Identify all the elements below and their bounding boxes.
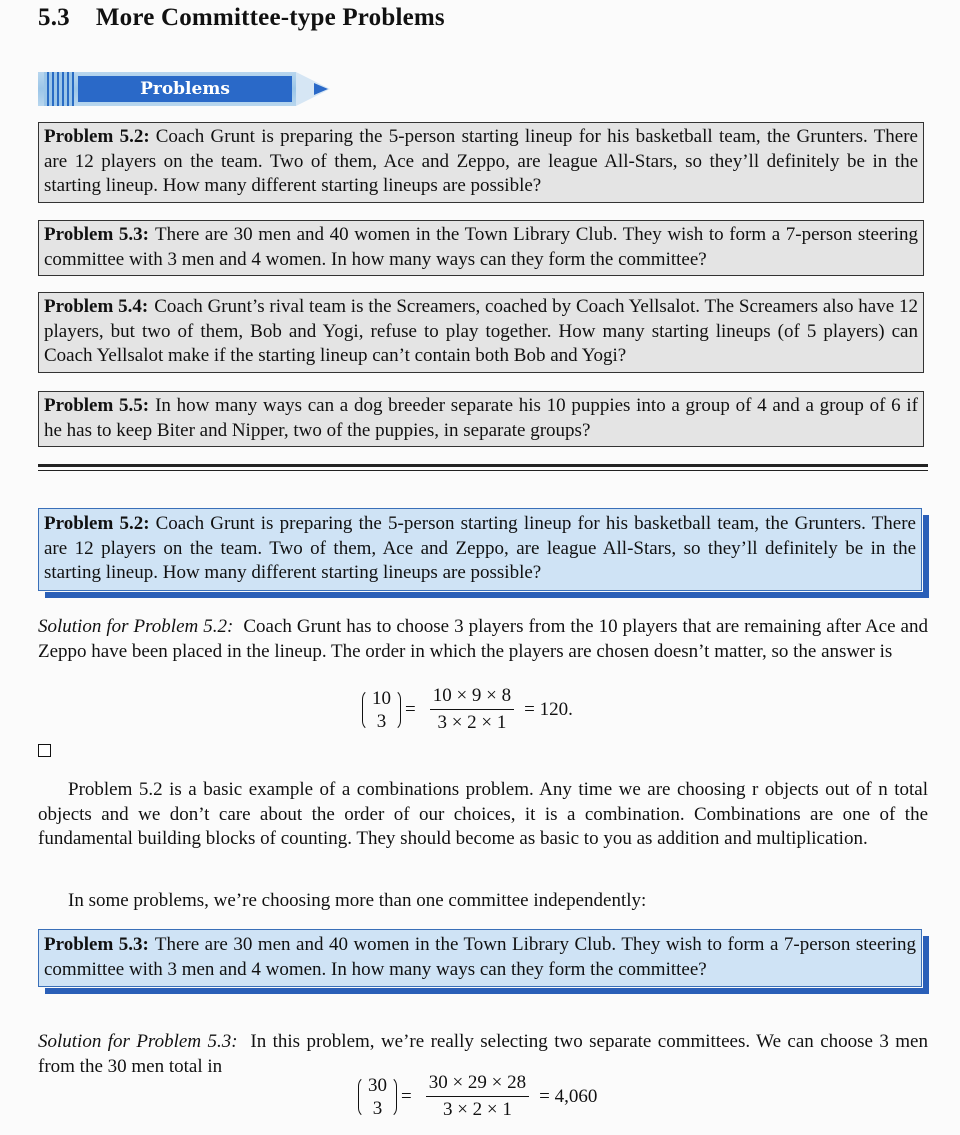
problem-text: There are 30 men and 40 women in the Town Library Club. They wish to form a 7-person steering committee with 3 men and 4 women. In how many ways can they form the committee?: [44, 934, 916, 980]
problem-box-5-3: [38, 220, 924, 276]
fraction-numerator: 10 × 9 × 8: [430, 685, 514, 710]
paragraph-independent: In some problems, we’re choosing more than one committee independently:: [68, 890, 647, 911]
problems-banner: [38, 72, 330, 106]
binomial: [362, 687, 401, 733]
problem-text: Coach Grunt is preparing the 5-person starting lineup for his basketball team, the Grunters. There are 12 players on the team. Two of them, Ace and Zeppo, are league All-Stars, so they’ll definitely be in the starting lineup. How many different starting lineups are possible?: [44, 513, 916, 583]
problem-box-5-4: [38, 292, 924, 373]
equals-sign: =: [401, 1085, 412, 1107]
problem-text: Coach Grunt is preparing the 5-person starting lineup for his basketball team, the Grunters. There are 12 players on the team. Two of them, Ace and Zeppo, are league All-Stars, so they’ll definitely be in the starting lineup. How many different starting lineups are possible?: [44, 126, 918, 196]
problem-text: In how many ways can a dog breeder separate his 10 puppies into a group of 4 and a group of 6 if he has to keep Biter and Nipper, two of the puppies, in separate groups?: [44, 395, 918, 441]
problem-box-5-5: [38, 391, 924, 447]
section-divider: [38, 464, 928, 471]
section-title-text: More Committee-type Problems: [95, 4, 445, 31]
section-number: 5.3: [38, 4, 70, 31]
qed-box-icon: [38, 744, 51, 757]
binomial: [358, 1074, 397, 1120]
solution-label: Solution for Problem 5.2:: [38, 616, 234, 637]
problem-name: Problem 5.2:: [44, 513, 150, 534]
problem-name: Problem 5.3:: [44, 224, 149, 245]
fraction-numerator: 30 × 29 × 28: [426, 1072, 529, 1097]
section-title: [38, 4, 445, 32]
problem-name: Problem 5.5:: [44, 395, 150, 416]
solution-5-2: [38, 615, 928, 664]
binom-top: 30: [368, 1074, 387, 1096]
equals-sign: =: [405, 698, 416, 720]
problem-text: Coach Grunt’s rival team is the Screamers, coached by Coach Yellsalot. The Screamers also have 12 players, but two of them, Bob and Yogi, refuse to play together. How many starting lineups (of 5 players) can Coach Yellsalot make if the starting lineup can’t contain both Bob and Yogi?: [44, 296, 918, 366]
problem-name: Problem 5.3:: [44, 934, 149, 955]
problem-name: Problem 5.4:: [44, 296, 149, 317]
result: = 120.: [524, 698, 573, 720]
equation-5-3: [358, 1072, 597, 1121]
fraction: [426, 1072, 529, 1121]
problem-name: Problem 5.2:: [44, 126, 150, 147]
solution-text: Coach Grunt has to choose 3 players from the 10 players that are remaining after Ace and Zeppo have been placed in the lineup. The order in which the players are chosen doesn’t matter, so the answer is: [38, 616, 928, 662]
binom-top: 10: [372, 687, 391, 709]
binom-bottom: 3: [376, 710, 387, 732]
fraction-denominator: 3 × 2 × 1: [442, 1099, 512, 1120]
highlight-problem-5-2: [38, 508, 922, 591]
problems-banner-label: Problems: [140, 79, 230, 99]
binom-bottom: 3: [372, 1097, 383, 1119]
result: = 4,060: [539, 1085, 598, 1107]
fraction-denominator: 3 × 2 × 1: [437, 712, 507, 733]
highlight-problem-5-3: [38, 929, 922, 987]
equation-5-2: [362, 685, 573, 734]
fraction: [430, 685, 514, 734]
paragraph-combinations: Problem 5.2 is a basic example of a combinations problem. Any time we are choosing r objects out of n total objects and we don’t care about the order of our choices, it is a combination. Combinations are one of the fundamental building blocks of counting. They should become as basic to you as addition and multiplication.: [38, 779, 928, 849]
solution-label: Solution for Problem 5.3:: [38, 1031, 238, 1052]
solution-text: In this problem, we’re really selecting two separate committees. We can choose 3 men from the 30 men total in: [38, 1031, 928, 1077]
problem-box-5-2: [38, 122, 924, 203]
pencil-ferrule-icon: [44, 72, 74, 106]
problem-text: There are 30 men and 40 women in the Town Library Club. They wish to form a 7-person steering committee with 3 men and 4 women. In how many ways can they form the committee?: [44, 224, 918, 270]
